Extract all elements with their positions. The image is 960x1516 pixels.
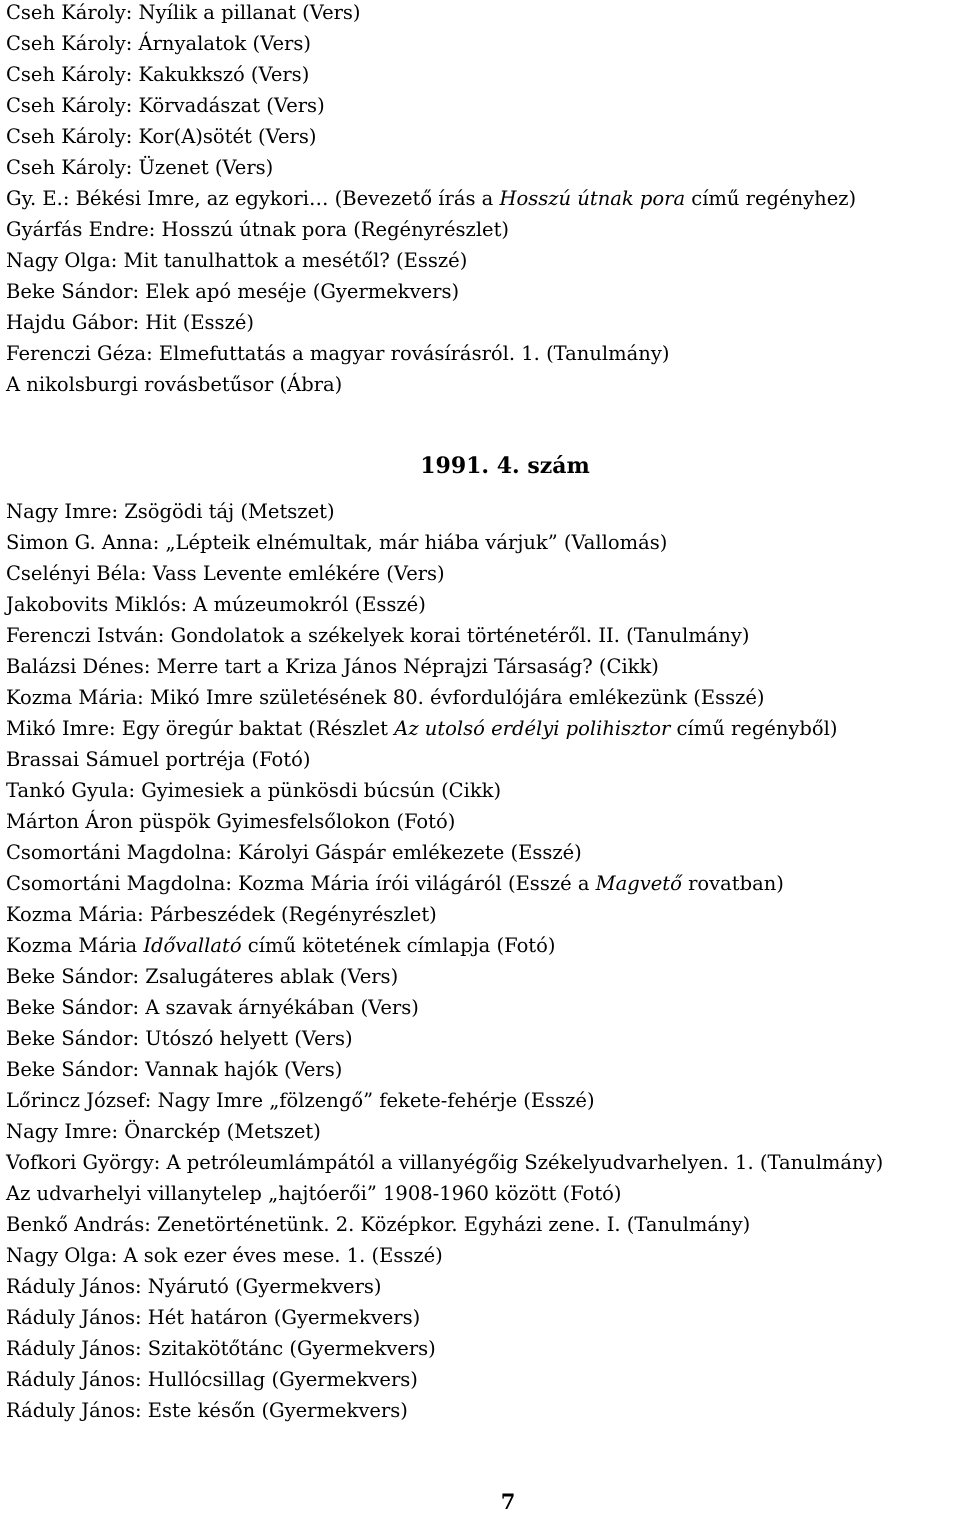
contents-entry [6, 0, 856, 28]
contents-entry [6, 1085, 883, 1116]
contents-entry [6, 744, 883, 775]
contents-entry [6, 214, 856, 245]
contents-entry [6, 527, 883, 558]
entry-italic-title: Hosszú útnak pora [499, 187, 686, 210]
contents-entry [6, 775, 883, 806]
entry-text: Kozma Mária [6, 934, 144, 957]
entry-text: Cseh Károly: Kakukkszó (Vers) [6, 63, 310, 86]
entry-italic-title: Idővallató [143, 934, 242, 957]
contents-entry [6, 651, 883, 682]
entry-text: Beke Sándor: Utószó helyett (Vers) [6, 1027, 353, 1050]
contents-entry [6, 59, 856, 90]
contents-entry [6, 558, 883, 589]
entry-text: című regényhez) [685, 187, 857, 210]
entry-text: Jakobovits Miklós: A múzeumokról (Esszé) [6, 593, 426, 616]
contents-entry [6, 1054, 883, 1085]
contents-entry [6, 1364, 883, 1395]
contents-entry [6, 338, 856, 369]
contents-list-previous-issue [6, 0, 856, 400]
contents-entry [6, 276, 856, 307]
contents-entry [6, 369, 856, 400]
contents-entry [6, 806, 883, 837]
contents-entry [6, 992, 883, 1023]
entry-text: Ráduly János: Nyárutó (Gyermekvers) [6, 1275, 382, 1298]
entry-text: Balázsi Dénes: Merre tart a Kriza János Néprajzi Társaság? (Cikk) [6, 655, 659, 678]
entry-text: Cselényi Béla: Vass Levente emlékére (Vers) [6, 562, 445, 585]
entry-text: Ráduly János: Hét határon (Gyermekvers) [6, 1306, 421, 1329]
entry-text: Tankó Gyula: Gyimesiek a pünkösdi búcsún (Cikk) [6, 779, 502, 802]
entry-text: Benkő András: Zenetörténetünk. 2. Középkor. Egyházi zene. I. (Tanulmány) [6, 1213, 751, 1236]
entry-text: Cseh Károly: Kor(A)sötét (Vers) [6, 125, 317, 148]
page-number: 7 [500, 1489, 516, 1514]
entry-text: Nagy Olga: Mit tanulhattok a mesétől? (Esszé) [6, 249, 468, 272]
entry-text: Cseh Károly: Üzenet (Vers) [6, 156, 274, 179]
entry-text: című kötetének címlapja (Fotó) [241, 934, 556, 957]
contents-entry [6, 1209, 883, 1240]
entry-text: Cseh Károly: Körvadászat (Vers) [6, 94, 325, 117]
entry-text: Nagy Olga: A sok ezer éves mese. 1. (Esszé) [6, 1244, 443, 1267]
contents-entry [6, 28, 856, 59]
entry-text: Gyárfás Endre: Hosszú útnak pora (Regényrészlet) [6, 218, 510, 241]
contents-entry [6, 961, 883, 992]
contents-entry [6, 868, 883, 899]
contents-entry [6, 1333, 883, 1364]
entry-text: Kozma Mária: Mikó Imre születésének 80. évfordulójára emlékezünk (Esszé) [6, 686, 765, 709]
entry-text: Ráduly János: Este későn (Gyermekvers) [6, 1399, 408, 1422]
contents-entry [6, 682, 883, 713]
entry-text: Nagy Imre: Zsögödi táj (Metszet) [6, 500, 335, 523]
contents-entry [6, 1178, 883, 1209]
contents-list-1991-4 [6, 496, 883, 1426]
entry-text: Ferenczi Géza: Elmefuttatás a magyar rovásírásról. 1. (Tanulmány) [6, 342, 670, 365]
contents-entry [6, 1302, 883, 1333]
entry-text: Ferenczi István: Gondolatok a székelyek korai történetéről. II. (Tanulmány) [6, 624, 750, 647]
contents-entry [6, 620, 883, 651]
entry-text: Ráduly János: Hullócsillag (Gyermekvers) [6, 1368, 418, 1391]
entry-text: Csomortáni Magdolna: Károlyi Gáspár emlékezete (Esszé) [6, 841, 582, 864]
entry-text: Lőrincz József: Nagy Imre „fölzengő” fekete-fehérje (Esszé) [6, 1089, 595, 1112]
contents-entry [6, 183, 856, 214]
entry-text: Vofkori György: A petróleumlámpától a villanyégőig Székelyudvarhelyen. 1. (Tanulmány) [6, 1151, 884, 1174]
entry-text: Mikó Imre: Egy öregúr baktat (Részlet [6, 717, 395, 740]
entry-text: Az udvarhelyi villanytelep „hajtóerői” 1908-1960 között (Fotó) [6, 1182, 622, 1205]
entry-text: rovatban) [681, 872, 784, 895]
entry-text: Nagy Imre: Önarckép (Metszet) [6, 1120, 321, 1143]
entry-text: Cseh Károly: Nyílik a pillanat (Vers) [6, 1, 361, 24]
entry-text: Simon G. Anna: „Lépteik elnémultak, már hiába várjuk” (Vallomás) [6, 531, 668, 554]
entry-italic-title: Az utolsó erdélyi polihisztor [394, 717, 671, 740]
contents-entry [6, 307, 856, 338]
contents-entry [6, 1271, 883, 1302]
entry-text: Brassai Sámuel portréja (Fotó) [6, 748, 311, 771]
contents-entry [6, 121, 856, 152]
entry-text: Beke Sándor: Vannak hajók (Vers) [6, 1058, 343, 1081]
contents-entry [6, 899, 883, 930]
contents-entry [6, 589, 883, 620]
entry-text: Kozma Mária: Párbeszédek (Regényrészlet) [6, 903, 437, 926]
entry-italic-title: Magvető [595, 872, 682, 895]
contents-entry [6, 713, 883, 744]
entry-text: A nikolsburgi rovásbetűsor (Ábra) [6, 373, 343, 396]
entry-text: Ráduly János: Szitakötőtánc (Gyermekvers) [6, 1337, 436, 1360]
entry-text: Cseh Károly: Árnyalatok (Vers) [6, 32, 311, 55]
entry-text: Beke Sándor: A szavak árnyékában (Vers) [6, 996, 419, 1019]
entry-text: Márton Áron püspök Gyimesfelsőlokon (Fotó) [6, 810, 456, 833]
contents-entry [6, 90, 856, 121]
entry-text: Beke Sándor: Zsalugáteres ablak (Vers) [6, 965, 399, 988]
contents-entry [6, 1116, 883, 1147]
contents-entry [6, 152, 856, 183]
entry-text: Hajdu Gábor: Hit (Esszé) [6, 311, 254, 334]
contents-entry [6, 1147, 883, 1178]
contents-entry [6, 496, 883, 527]
contents-entry [6, 1023, 883, 1054]
issue-heading: 1991. 4. szám [420, 453, 590, 479]
contents-entry [6, 1395, 883, 1426]
contents-entry [6, 837, 883, 868]
entry-text: Beke Sándor: Elek apó meséje (Gyermekvers) [6, 280, 460, 303]
entry-text: Gy. E.: Békési Imre, az egykori… (Bevezető írás a [6, 187, 500, 210]
entry-text: című regényből) [670, 717, 838, 740]
contents-entry [6, 930, 883, 961]
entry-text: Csomortáni Magdolna: Kozma Mária írói világáról (Esszé a [6, 872, 596, 895]
contents-entry [6, 245, 856, 276]
contents-entry [6, 1240, 883, 1271]
